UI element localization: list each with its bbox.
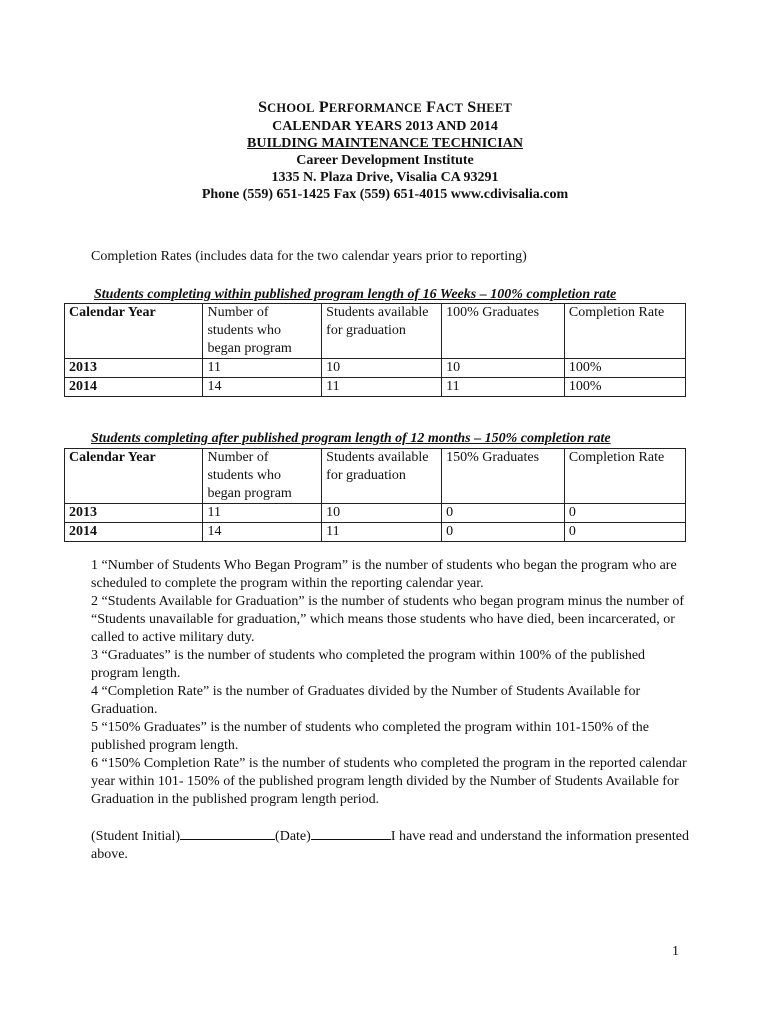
student-initial-field[interactable]: [180, 827, 275, 840]
acknowledgement-text: I have read and understand the information presented above.: [91, 829, 689, 862]
header-calendar-year: Calendar Year: [65, 304, 203, 359]
header-available-graduation: Students available for graduation: [322, 449, 442, 504]
cell-graduates: 10: [442, 359, 565, 378]
cell-began: 11: [203, 504, 322, 523]
page-number: 1: [672, 944, 679, 959]
note-item: 2 “Students Available for Graduation” is the number of students who began program minus the number of “Students unavailable for graduation,” which means those students who have died, been incarcerated, or called to active military duty.: [91, 594, 685, 645]
completion-table-100: [64, 303, 686, 397]
program-name: BUILDING MAINTENANCE TECHNICIAN: [247, 136, 523, 151]
note-item: 4 “Completion Rate” is the number of Graduates divided by the Number of Students Available for Graduation.: [91, 684, 641, 717]
document-header: [0, 98, 770, 203]
cell-year: 2014: [65, 523, 203, 542]
header-completion-rate: Completion Rate: [564, 449, 685, 504]
header-graduates: 100% Graduates: [442, 304, 565, 359]
cell-year: 2014: [65, 378, 203, 397]
cell-available: 10: [322, 359, 442, 378]
institution-contact: Phone (559) 651-1425 Fax (559) 651-4015 www.cdivisalia.com: [201, 187, 569, 202]
note-item: 3 “Graduates” is the number of students who completed the program within 100% of the published program length.: [91, 648, 646, 681]
date-field[interactable]: [311, 827, 391, 840]
cell-available: 11: [322, 523, 442, 542]
student-initial-label: (Student Initial): [91, 829, 181, 844]
cell-began: 14: [203, 523, 322, 542]
table-row: [65, 378, 686, 397]
cell-available: 10: [322, 504, 442, 523]
header-calendar-year: Calendar Year: [65, 449, 203, 504]
cell-began: 11: [203, 359, 322, 378]
table1-caption: Students completing within published program length of 16 Weeks – 100% completion rate: [94, 287, 617, 302]
institution-name: Career Development Institute: [296, 153, 474, 168]
completion-rates-intro: Completion Rates (includes data for the two calendar years prior to reporting): [91, 249, 527, 264]
note-item: 6 “150% Completion Rate” is the number of students who completed the program in the reported calendar year within 101- 150% of the published program length divided by the Number of Students Available for Graduation in the published program length period.: [91, 756, 687, 807]
table2-caption: Students completing after published program length of 12 months – 150% completion rate: [91, 431, 611, 446]
table-header-row: [65, 449, 686, 504]
document-title: SCHOOL PERFORMANCE FACT SHEET: [258, 99, 512, 116]
cell-available: 11: [322, 378, 442, 397]
cell-graduates: 0: [442, 523, 565, 542]
cell-year: 2013: [65, 504, 203, 523]
definitions-notes: [91, 557, 691, 809]
table-row: [65, 504, 686, 523]
institution-address: 1335 N. Plaza Drive, Visalia CA 93291: [271, 170, 499, 185]
header-available-graduation: Students available for graduation: [322, 304, 442, 359]
completion-table-150: [64, 448, 686, 542]
header-completion-rate: Completion Rate: [564, 304, 685, 359]
cell-year: 2013: [65, 359, 203, 378]
table-row: [65, 359, 686, 378]
cell-graduates: 0: [442, 504, 565, 523]
note-item: 1 “Number of Students Who Began Program” is the number of students who began the program who are scheduled to complete the program within the reporting calendar year.: [91, 558, 677, 591]
table-row: [65, 523, 686, 542]
note-item: 5 “150% Graduates” is the number of students who completed the program within 101-150% of the published program length.: [91, 720, 649, 753]
header-began-program: Number of students who began program: [203, 304, 322, 359]
cell-rate: 100%: [564, 378, 685, 397]
calendar-years: CALENDAR YEARS 2013 AND 2014: [272, 119, 498, 134]
header-began-program: Number of students who began program: [203, 449, 322, 504]
cell-graduates: 11: [442, 378, 565, 397]
cell-rate: 0: [564, 523, 685, 542]
cell-rate: 0: [564, 504, 685, 523]
header-graduates: 150% Graduates: [442, 449, 565, 504]
cell-began: 14: [203, 378, 322, 397]
date-label: (Date): [275, 829, 311, 844]
cell-rate: 100%: [564, 359, 685, 378]
table-header-row: [65, 304, 686, 359]
student-acknowledgement: [91, 827, 691, 864]
